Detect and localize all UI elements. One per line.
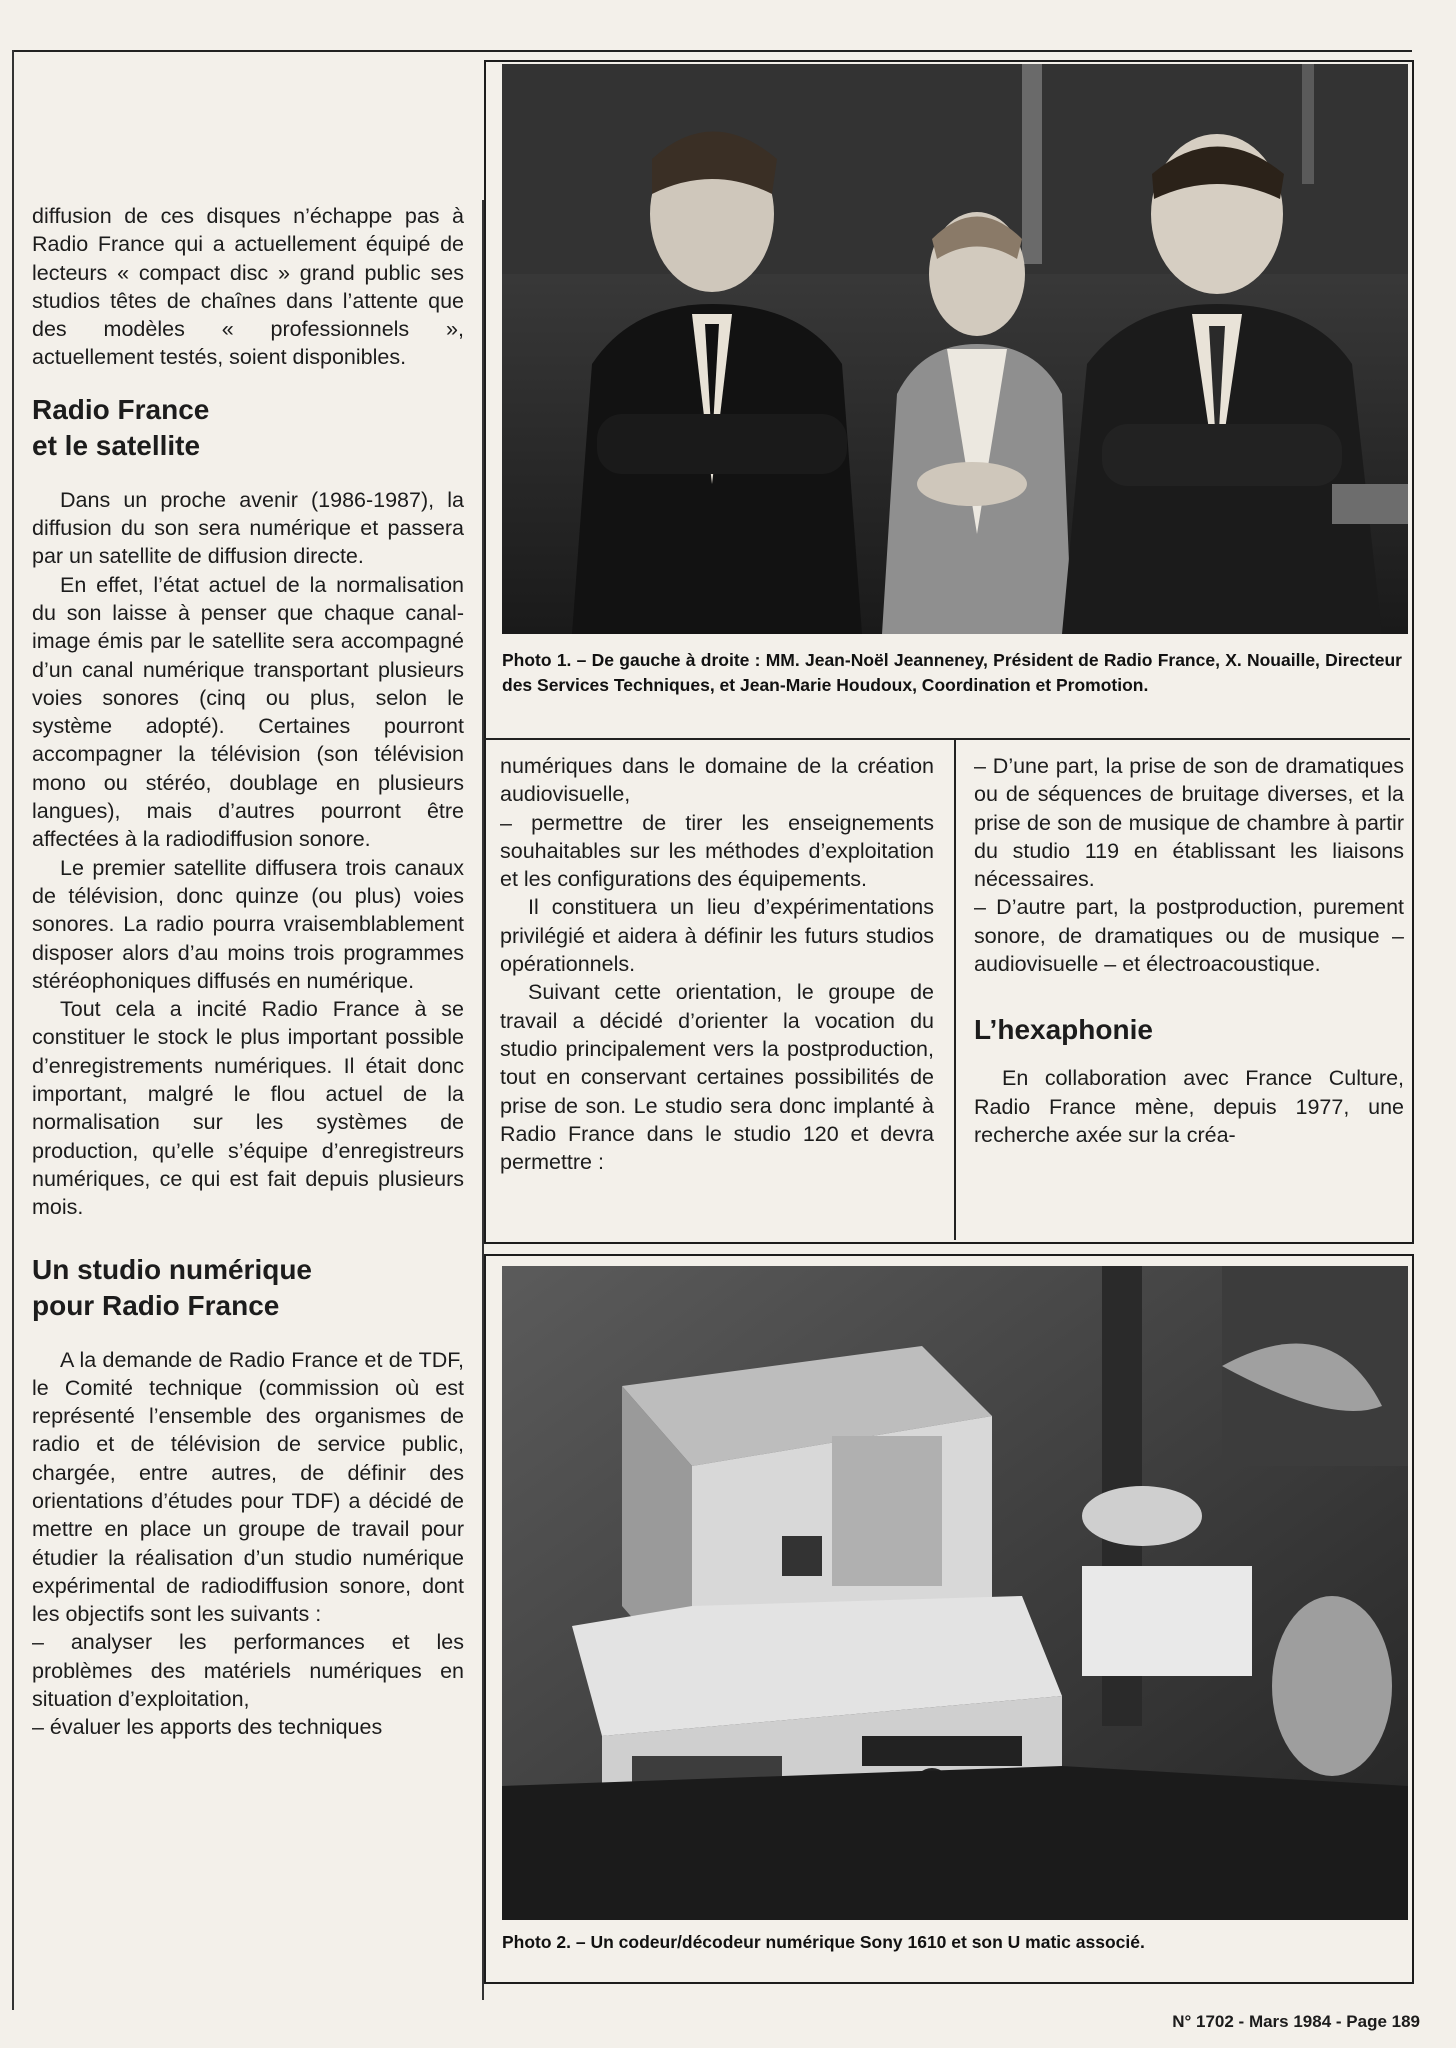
photo-2-illustration (502, 1266, 1408, 1920)
photo-1-illustration (502, 64, 1408, 634)
right-column (974, 752, 1404, 1149)
photo-1-caption (502, 648, 1402, 698)
heading-studio-line1: Un studio numérique (32, 1253, 312, 1285)
middle-paragraph-1: numériques dans le domaine de la création audiovisuelle, (500, 754, 934, 807)
photo-2-caption-text: – Un codeur/décodeur numérique Sony 1610 et son U matic associé. (571, 1932, 1145, 1952)
heading-satellite-line1: Radio France (32, 393, 210, 425)
heading-hexaphonie: L’hexaphonie (974, 1014, 1153, 1046)
photo-1-label: Photo 1. (502, 650, 572, 670)
heading-studio-line2: pour Radio France (32, 1289, 280, 1321)
page-footer: N° 1702 - Mars 1984 - Page 189 (1172, 2012, 1420, 2031)
middle-column-rule (954, 740, 956, 1240)
left-edge-rule (12, 50, 14, 2010)
photo-2-caption (502, 1930, 1402, 1955)
photo-1-caption-text: – De gauche à droite : MM. Jean-Noël Jeanneney, Président de Radio France, X. Nouaille, Directeur des Services Techniques, et Jean-Marie Houdoux, Coordination et Promotion. (502, 650, 1402, 695)
right-dash-1: – D’une part, la prise de son de dramatiques ou de séquences de bruitage diverses, et la prise de son de musique de chambre à partir du studio 119 en établissant les liaisons nécessaires. (974, 754, 1404, 892)
photo-2-label: Photo 2. (502, 1932, 572, 1952)
left-paragraph-2: Dans un proche avenir (1986-1987), la diffusion du son sera numérique et passera par un satellite de diffusion directe. (32, 487, 464, 569)
left-dash-1: – analyser les performances et les problèmes des matériels numériques en situation d’exploitation, (32, 1630, 464, 1712)
heading-satellite (32, 392, 464, 464)
photo-2 (502, 1266, 1408, 1920)
left-paragraph-6: A la demande de Radio France et de TDF, le Comité technique (commission où est représenté l’ensemble des organismes de radio et de télévision de service public, chargée, entre autres, de définir des orientations d’études pour TDF) a décidé de mettre en place un groupe de travail pour étudier la réalisation d’un studio numérique expérimental de radiodiffusion sonore, dont les objectifs sont les suivants : (32, 1347, 464, 1627)
right-dash-2: – D’autre part, la postproduction, purement sonore, de dramatiques ou de musique – audiovisuelle – et électroacoustique. (974, 895, 1404, 977)
photo-1 (502, 64, 1408, 634)
top-rule (12, 50, 1412, 52)
heading-studio (32, 1252, 464, 1324)
middle-dash-1: – permettre de tirer les enseignements souhaitables sur les méthodes d’exploitation et les configurations des équipements. (500, 810, 934, 892)
middle-column (500, 752, 934, 1176)
left-dash-2: – évaluer les apports des techniques (32, 1715, 383, 1740)
right-paragraph-1: En collaboration avec France Culture, Radio France mène, depuis 1977, une recherche axée sur la créa- (974, 1066, 1404, 1147)
left-column (32, 202, 464, 1742)
caption-bottom-rule (484, 738, 1410, 740)
middle-paragraph-3: Suivant cette orientation, le groupe de travail a décidé d’orienter la vocation du studio principalement vers la postproduction, tout en conservant certaines possibilités de prise de son. Le studio sera donc implanté à Radio France dans le studio 120 et devra permettre : (500, 980, 934, 1175)
heading-satellite-line2: et le satellite (32, 429, 201, 461)
middle-paragraph-2: Il constituera un lieu d’expérimentations privilégié et aidera à définir les futurs studios opérationnels. (500, 895, 934, 977)
left-paragraph-4: Le premier satellite diffusera trois canaux de télévision, donc quinze (ou plus) voies sonores. La radio pourra vraisemblablement disposer alors d’au moins trois programmes stéréophoniques diffusés en numérique. (32, 855, 464, 993)
left-paragraph-5: Tout cela a incité Radio France à se constituer le stock le plus important possible d’enregistrements numériques. Il était donc important, malgré le flou actuel de la normalisation sur les systèmes de production, qu’elle s’équipe d’enregistreurs numériques, ce qui est fait depuis plusieurs mois. (32, 997, 464, 1220)
left-paragraph-3: En effet, l’état actuel de la normalisation du son laisse à penser que chaque canal-image émis par le satellite sera accompagné d’un canal numérique transportant plusieurs voies sonores (cinq ou plus, selon le système adopté). Certaines pourront accompagner la télévision (son télévision mono ou stéréo, doublage en plusieurs langues), mais d’autres pourront être affectées à la radiodiffusion sonore. (32, 572, 464, 852)
left-paragraph-1: diffusion de ces disques n’échappe pas à Radio France qui a actuellement équipé de lecteurs « compact disc » grand public ses studios têtes de chaînes dans l’attente que des modèles « professionnels », actuellement testés, soient disponibles. (32, 204, 464, 370)
